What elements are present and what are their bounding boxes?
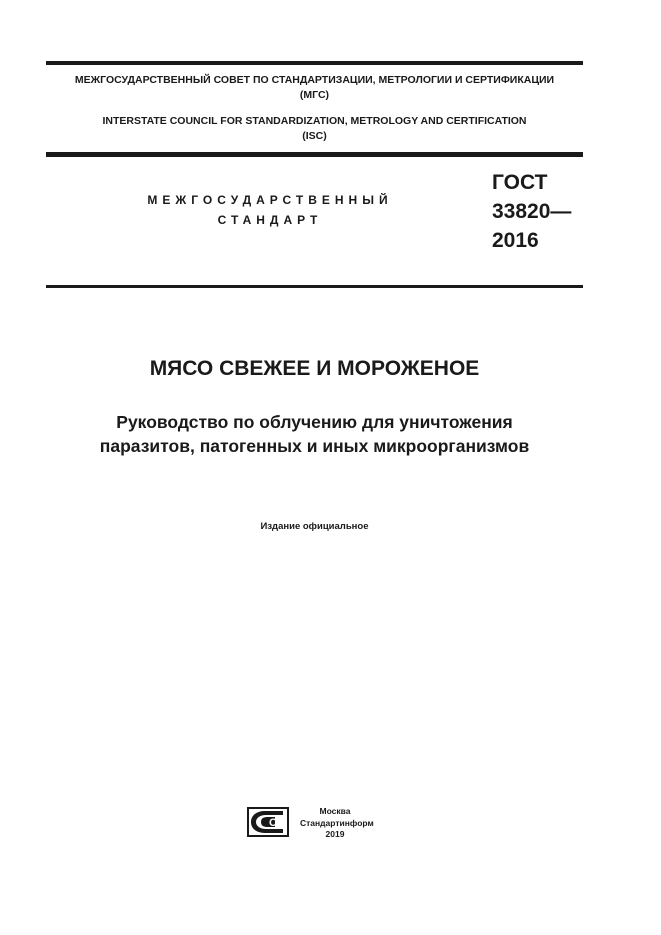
publisher-year: 2019 <box>325 829 345 839</box>
council-en-line1: INTERSTATE COUNCIL FOR STANDARDIZATION, METROLOGY AND CERTIFICATION <box>102 115 527 127</box>
council-name-en <box>46 114 583 144</box>
gost-label: ГОСТ <box>492 171 548 194</box>
council-ru-line1: МЕЖГОСУДАРСТВЕННЫЙ СОВЕТ ПО СТАНДАРТИЗАЦИИ, МЕТРОЛОГИИ И СЕРТИФИКАЦИИ <box>74 74 555 86</box>
standartinform-logo <box>247 807 289 837</box>
document-subtitle <box>46 410 583 458</box>
publisher-city: Москва <box>319 806 351 816</box>
council-name-ru <box>46 73 583 103</box>
gost-number: 33820— <box>492 200 572 223</box>
council-en-abbrev: (ISC) <box>302 130 327 142</box>
logo-text: СИ <box>269 817 285 829</box>
council-ru-abbrev: (МГС) <box>299 89 330 101</box>
publisher-name: Стандартинформ <box>300 817 374 828</box>
top-rule <box>46 61 583 65</box>
gost-designation <box>492 168 571 255</box>
logo-icon <box>247 807 289 837</box>
subtitle-line2: паразитов, патогенных и иных микроорганизмов <box>99 436 530 456</box>
edition-note: Издание официальное <box>260 521 369 532</box>
standard-type-line1: МЕЖГОСУДАРСТВЕННЫЙ <box>147 193 393 207</box>
subtitle-line1: Руководство по облучению для уничтожения <box>116 412 513 432</box>
gost-year: 2016 <box>492 229 539 252</box>
standard-rule <box>46 285 583 288</box>
standard-type-line2: СТАНДАРТ <box>217 213 323 227</box>
publisher-info <box>300 806 374 841</box>
standard-type <box>120 190 420 230</box>
header-rule <box>46 152 583 157</box>
document-title: МЯСО СВЕЖЕЕ И МОРОЖЕНОЕ <box>149 357 480 380</box>
